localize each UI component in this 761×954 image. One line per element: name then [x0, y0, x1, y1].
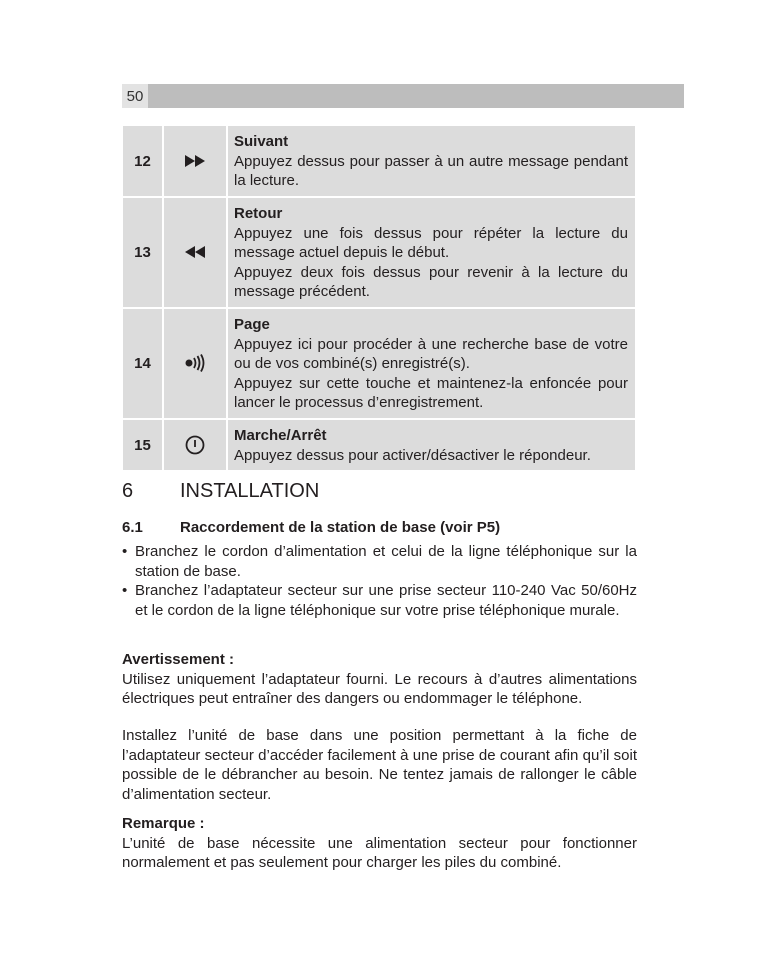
key-number: 14 [123, 309, 164, 418]
note-text: L’unité de base nécessite une alimentation secteur pour fonctionner normalement et pas seulement pour charger les piles du combiné. [122, 834, 637, 871]
table-row [123, 309, 635, 418]
key-description [228, 420, 635, 470]
key-description [228, 309, 635, 418]
key-text: Appuyez dessus pour activer/désactiver le répondeur. [234, 446, 591, 464]
section-title: INSTALLATION [180, 480, 320, 502]
warning-label: Avertissement : [122, 651, 234, 668]
key-title: Retour [234, 205, 283, 223]
page-header-bar [122, 84, 684, 108]
key-number: 13 [123, 198, 164, 307]
warning-text: Utilisez uniquement l’adaptateur fourni. Le recours à d’autres alimentations électriques peut entraîner des dangers ou endommager le téléphone. [122, 670, 637, 707]
fast-forward-icon [185, 155, 205, 167]
key-text: Appuyez sur cette touche et maintenez-la enfoncée pour lancer le processus d’enregistrement. [234, 374, 628, 412]
keys-table [123, 124, 635, 472]
key-number: 15 [123, 420, 164, 470]
section-number: 6 [122, 480, 134, 502]
instruction-list [122, 542, 637, 620]
note-block [122, 814, 637, 873]
key-description [228, 126, 635, 196]
key-title: Page [234, 316, 270, 334]
key-text: Appuyez dessus pour passer à un autre message pendant la lecture. [234, 152, 628, 190]
key-text: Appuyez une fois dessus pour répéter la lecture du message actuel depuis le début. [234, 224, 628, 262]
page-signal-icon [184, 354, 206, 372]
list-item: • Branchez l’adaptateur secteur sur une prise secteur 110-240 Vac 50/60Hz et le cordon de la ligne téléphonique sur votre prise téléphonique murale. [122, 582, 637, 619]
subsection-heading [122, 518, 637, 538]
key-text: Appuyez ici pour procéder à une recherche base de votre ou de vos combiné(s) enregistré(s). [234, 335, 628, 373]
list-item: • Branchez le cordon d’alimentation et celui de la ligne téléphonique sur la station de base. [122, 543, 637, 580]
key-description [228, 198, 635, 307]
key-number: 12 [123, 126, 164, 196]
note-label: Remarque : [122, 815, 205, 832]
key-title: Suivant [234, 133, 289, 151]
key-title: Marche/Arrêt [234, 427, 327, 444]
install-paragraph: Installez l’unité de base dans une position permettant à la fiche de l’adaptateur secteur d’accéder facilement à une prise de courant afin qu’il soit possible de le débrancher au besoin. Ne tentez jamais de rallonger le câble d’alimentation secteur. [122, 727, 637, 803]
table-row [123, 198, 635, 307]
key-text: Appuyez deux fois dessus pour revenir à la lecture du message précédent. [234, 263, 628, 301]
section-heading [122, 478, 637, 504]
table-row [123, 420, 635, 470]
subsection-number: 6.1 [122, 519, 143, 536]
table-row [123, 126, 635, 196]
subsection-title: Raccordement de la station de base (voir P5) [180, 519, 501, 536]
power-icon [185, 435, 205, 455]
rewind-icon [185, 246, 205, 258]
warning-block [122, 650, 637, 709]
page-number: 50 [122, 84, 148, 108]
